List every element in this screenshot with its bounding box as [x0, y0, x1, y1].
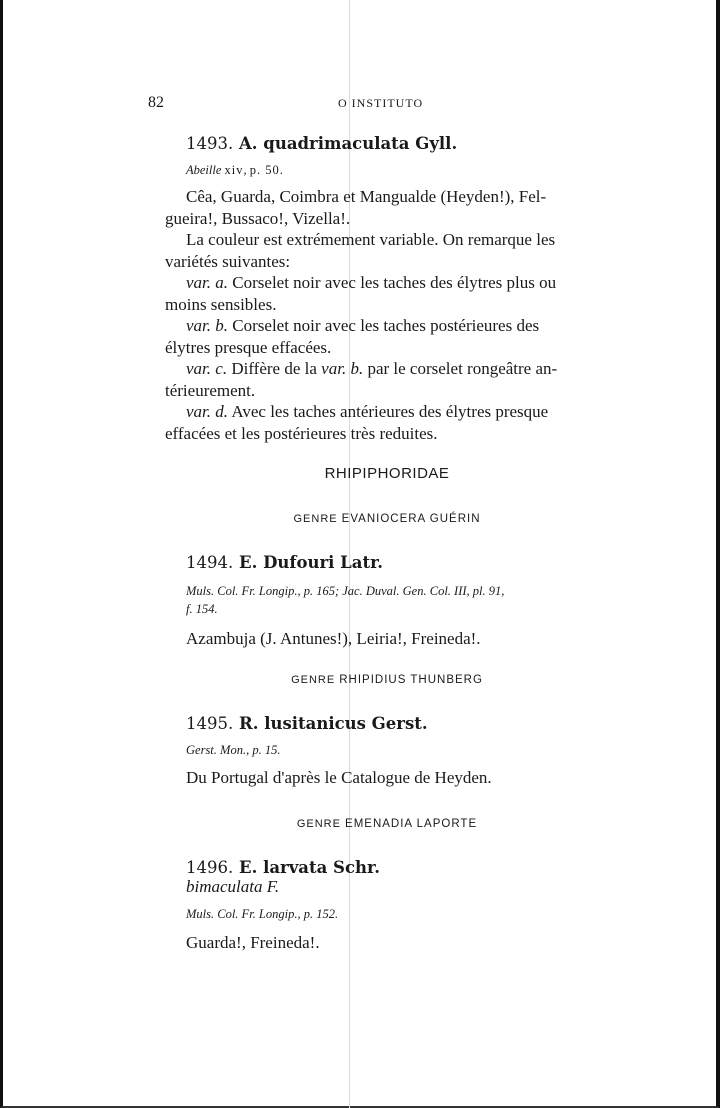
- bibliographic-reference: Gerst. Mon., p. 15.: [186, 742, 281, 757]
- genre-name: EVANIOCERA GUÉRIN: [341, 513, 481, 525]
- genre-heading: [156, 818, 618, 830]
- locality-list: Guarda!, Freineda!.: [186, 933, 320, 952]
- entry-number: 1494.: [186, 553, 234, 572]
- species-name: R. lusitanicus Gerst.: [239, 713, 428, 733]
- variety-text: par le corselet rongeâtre an-: [363, 359, 558, 378]
- genre-heading: [156, 513, 618, 525]
- locality-list: Du Portugal d'après le Catalogue de Heyden.: [186, 767, 492, 787]
- entry-number: 1496.: [186, 858, 234, 877]
- genre-label: GENRE: [296, 818, 341, 830]
- species-name: A. quadrimaculata Gyll.: [239, 134, 458, 153]
- page-header: [148, 94, 572, 114]
- genre-name: RHIPIDIUS THUNBERG: [339, 673, 483, 686]
- reference-line: Muls. Col. Fr. Longip., p. 165; Jac. Duval. Gen. Col. III, pl. 91,: [186, 584, 505, 598]
- variety-text: Corselet noir avec les taches des élytres plus ou: [228, 273, 557, 292]
- entry-number: 1493.: [186, 134, 234, 153]
- locality-line: Cêa, Guarda, Coimbra et Mangualde (Heyden!), Fel-: [186, 187, 547, 206]
- locality-line: gueira!, Bussaco!, Vizella!.: [165, 208, 351, 228]
- reference-author: Abeille: [186, 163, 222, 177]
- note-continuation: effacées et les postérieures très reduites.: [165, 423, 438, 443]
- note-text: La couleur est extrémement variable. On remarque les: [186, 230, 556, 249]
- note-continuation: moins sensibles.: [165, 294, 277, 314]
- note-line: [186, 229, 618, 251]
- family-heading: RHIPIPHORIDAE: [324, 465, 450, 482]
- variety-notes: [165, 229, 618, 444]
- note-continuation: élytres presque effacées.: [165, 337, 332, 357]
- genre-name: EMENADIA LAPORTE: [345, 818, 478, 830]
- reference-line: f. 154.: [186, 602, 218, 616]
- variety-text: Diffère de la: [227, 359, 322, 378]
- variety-label: var. d.: [186, 402, 229, 421]
- reference-page: p. 50.: [249, 163, 284, 177]
- variety-label: var. c.: [186, 359, 228, 378]
- variety-label: var. a.: [186, 273, 229, 292]
- bibliographic-reference: Abeille xiv, p. 50.: [186, 163, 284, 177]
- genre-heading: [156, 674, 618, 686]
- variety-label: var. b.: [186, 316, 229, 335]
- bibliographic-reference: [186, 582, 618, 618]
- variety-d: [186, 401, 618, 423]
- locality-list: Azambuja (J. Antunes!), Leiria!, Freineda!.: [186, 629, 481, 648]
- variety-b: [186, 315, 618, 337]
- entry-heading: [186, 134, 618, 153]
- page-content: [165, 134, 618, 954]
- genre-label: GENRE: [291, 673, 336, 686]
- species-name: E. Dufouri Latr.: [239, 553, 384, 572]
- entry-heading: [186, 553, 618, 572]
- synonym: bimaculata F.: [186, 877, 280, 896]
- genre-label: GENRE: [293, 513, 338, 525]
- entry-number: 1495.: [186, 713, 234, 733]
- note-continuation: variétés suivantes:: [165, 251, 291, 271]
- page-number: 82: [148, 94, 164, 111]
- variety-a: [186, 272, 618, 294]
- variety-text: Corselet noir avec les taches postérieures des: [228, 316, 540, 335]
- reference-volume: xiv: [224, 163, 244, 177]
- variety-text: Avec les taches antérieures des élytres presque: [228, 402, 549, 421]
- variety-reference: var. b.: [321, 359, 364, 378]
- note-continuation: térieurement.: [165, 380, 256, 400]
- entry-heading: [186, 714, 618, 733]
- variety-c: [186, 358, 618, 380]
- running-head: O INSTITUTO: [338, 96, 424, 110]
- entry-heading: [186, 858, 618, 877]
- locality-list: [165, 186, 618, 229]
- species-name: E. larvata Schr.: [239, 858, 380, 877]
- bibliographic-reference: Muls. Col. Fr. Longip., p. 152.: [186, 907, 339, 921]
